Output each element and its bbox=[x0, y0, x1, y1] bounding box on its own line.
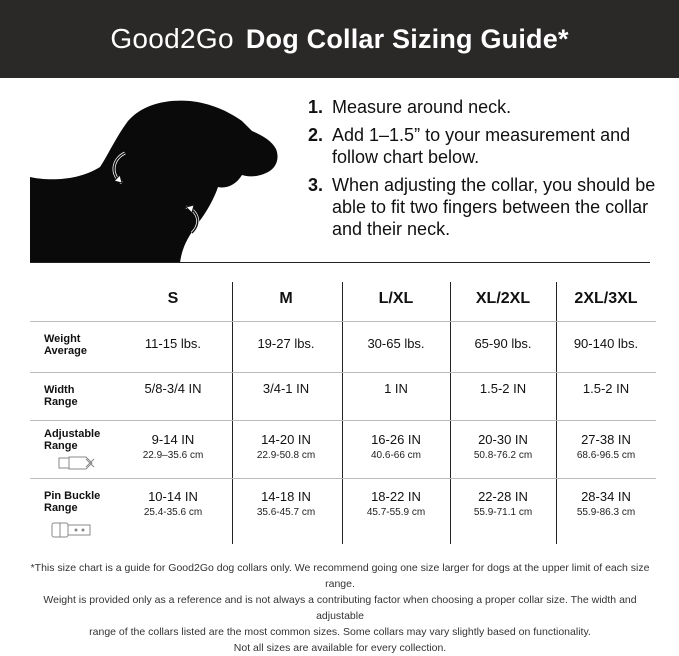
row-label-width: Width Range bbox=[44, 384, 78, 408]
size-header-xl2xl: XL/2XL bbox=[475, 290, 531, 307]
cell-pin-buckle-2xl3xl: 28-34 IN 55.9-86.3 cm bbox=[576, 489, 636, 518]
row-divider bbox=[30, 420, 656, 421]
row-divider bbox=[30, 372, 656, 373]
cell-width-2xl3xl: 1.5-2 IN bbox=[582, 381, 630, 396]
instruction-item: 2. Add 1–1.5” to your measurement and follow chart below. bbox=[308, 125, 631, 167]
row-label-adjustable: Adjustable Range bbox=[44, 428, 101, 452]
size-header-lxl: L/XL bbox=[378, 290, 414, 307]
cell-pin-buckle-lxl: 18-22 IN 45.7-55.9 cm bbox=[366, 489, 426, 518]
header-banner bbox=[0, 0, 679, 78]
cell-pin-buckle-m: 14-18 IN 35.6-45.7 cm bbox=[256, 489, 316, 518]
size-header-2xl3xl: 2XL/3XL bbox=[574, 290, 638, 307]
size-header-m: M bbox=[279, 290, 293, 307]
cell-adjustable-xl2xl: 20-30 IN 50.8-76.2 cm bbox=[473, 432, 533, 461]
cell-width-xl2xl: 1.5-2 IN bbox=[479, 381, 527, 396]
cell-adjustable-m: 14-20 IN 22.9-50.8 cm bbox=[256, 432, 316, 461]
cell-adjustable-lxl: 16-26 IN 40.6-66 cm bbox=[370, 432, 422, 461]
instruction-item: 1. Measure around neck. bbox=[308, 97, 512, 117]
instructions-list bbox=[308, 96, 668, 246]
adjustable-buckle-icon bbox=[58, 454, 98, 472]
cell-adjustable-2xl3xl: 27-38 IN 68.6-96.5 cm bbox=[576, 432, 636, 461]
brand-logo-text: Good2Go bbox=[110, 23, 234, 54]
row-label-weight: Weight Average bbox=[44, 333, 88, 357]
cell-width-lxl: 1 IN bbox=[384, 381, 408, 396]
pin-buckle-icon bbox=[50, 520, 94, 540]
cell-pin-buckle-s: 10-14 IN 25.4-35.6 cm bbox=[143, 489, 203, 518]
footnote: *This size chart is a guide for Good2Go dog collars only. We recommend going one size larger for dogs at the upper limit of each size range. Weight is provided only as a reference and is not always a contributing factor when choosing a proper collar size. The width and adjustable range of the collars listed are the most common sizes. Some collars may vary slightly based on functionality. Not all sizes are available for every collection. bbox=[30, 562, 650, 654]
cell-width-s: 5/8-3/4 IN bbox=[144, 381, 202, 396]
cell-weight-s: 11-15 lbs. bbox=[144, 336, 202, 351]
size-header-s: S bbox=[167, 290, 179, 307]
cell-weight-2xl3xl: 90-140 lbs. bbox=[573, 336, 639, 351]
cell-width-m: 3/4-1 IN bbox=[262, 381, 310, 396]
cell-pin-buckle-xl2xl: 22-28 IN 55.9-71.1 cm bbox=[473, 489, 533, 518]
cell-weight-lxl: 30-65 lbs. bbox=[367, 336, 425, 351]
instruction-item: 3. When adjusting the collar, you should be able to fit two fingers between the collar and their neck. bbox=[308, 175, 656, 239]
cell-weight-xl2xl: 65-90 lbs. bbox=[474, 336, 532, 351]
dog-silhouette-icon bbox=[30, 95, 280, 263]
page-title: Dog Collar Sizing Guide* bbox=[245, 23, 569, 54]
row-divider bbox=[30, 478, 656, 479]
cell-weight-m: 19-27 lbs. bbox=[257, 336, 315, 351]
row-label-pin-buckle: Pin Buckle Range bbox=[44, 490, 101, 514]
row-divider bbox=[30, 321, 656, 322]
cell-adjustable-s: 9-14 IN 22.9–35.6 cm bbox=[142, 432, 204, 461]
section-divider bbox=[30, 262, 650, 263]
